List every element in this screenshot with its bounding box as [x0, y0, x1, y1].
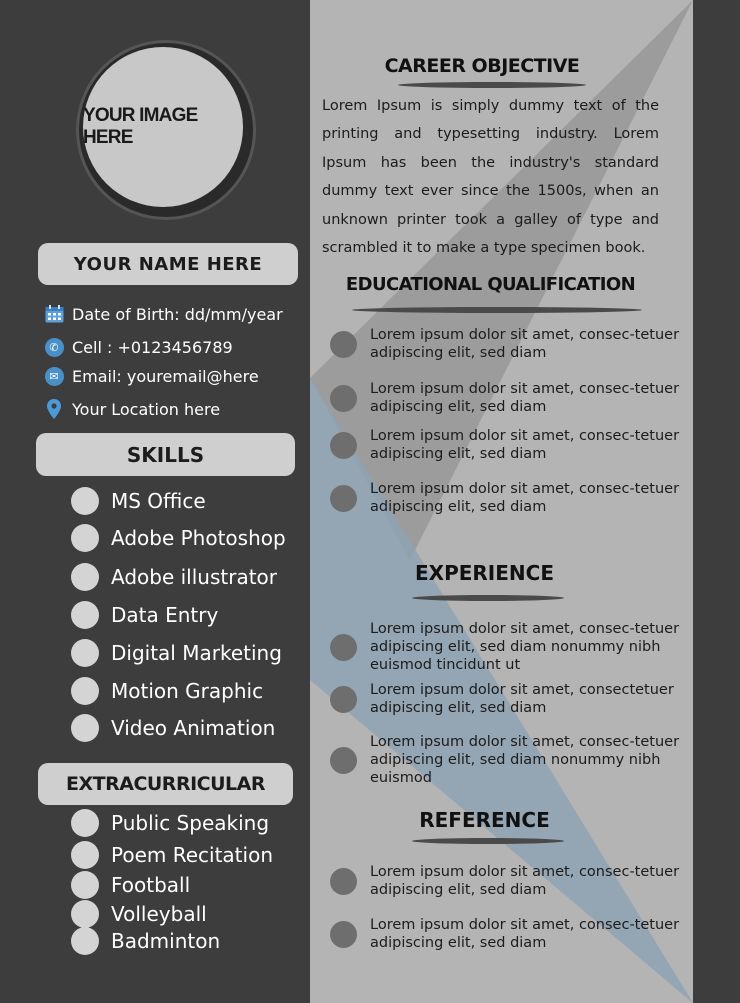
extracurricular-banner	[38, 763, 293, 805]
skill-label: Adobe illustrator	[111, 565, 278, 589]
career-objective-text: Lorem Ipsum is simply dummy text of the printing and typesetting industry. Lorem Ipsum has been the industry's standard dummy text ever since the 1500s, when an unknown printer took a galley of type and scrambled it to make a type specimen book.	[322, 98, 659, 257]
email-text: Email: youremail@here	[72, 366, 259, 386]
education-text: Lorem ipsum dolor sit amet, consec-tetuer adipiscing elit, sed diam	[370, 327, 680, 361]
experience-text: Lorem ipsum dolor sit amet, consec-tetuer adipiscing elit, sed diam nonummy nibh euismod tincidunt ut	[370, 621, 680, 673]
bullet-dot	[71, 601, 99, 629]
location-text: Your Location here	[72, 399, 221, 419]
education-text: Lorem ipsum dolor sit amet, consec-tetuer adipiscing elit, sed diam	[370, 428, 680, 462]
bullet-dot	[71, 900, 99, 928]
extracurricular-item	[71, 841, 273, 869]
education-item	[330, 326, 690, 362]
location-pin-icon	[44, 399, 64, 419]
phone-text: Cell : +0123456789	[72, 337, 233, 357]
education-item	[330, 480, 690, 516]
bullet-dot	[71, 487, 99, 515]
education-text: Lorem ipsum dolor sit amet, consec-tetuer adipiscing elit, sed diam	[370, 481, 680, 515]
bullet-dot	[330, 432, 357, 459]
heading-underline	[412, 838, 564, 844]
reference-text: Lorem ipsum dolor sit amet, consec-tetuer adipiscing elit, sed diam	[370, 917, 680, 951]
skill-item	[71, 487, 206, 515]
name-text: YOUR NAME HERE	[73, 253, 263, 275]
reference-heading: REFERENCE	[419, 808, 550, 832]
extracurricular-title: EXTRACURRICULAR	[66, 773, 265, 795]
bullet-dot	[330, 485, 357, 512]
extracurricular-label: Football	[111, 873, 191, 897]
skills-banner	[36, 433, 295, 476]
bullet-dot	[330, 868, 357, 895]
bullet-dot	[71, 524, 99, 552]
education-text: Lorem ipsum dolor sit amet, consec-tetuer adipiscing elit, sed diam	[370, 381, 680, 415]
bullet-dot	[71, 841, 99, 869]
education-heading: EDUCATIONAL QUALIFICATION	[345, 274, 636, 295]
bullet-dot	[330, 747, 357, 774]
skill-item	[71, 714, 275, 742]
reference-item	[330, 916, 690, 952]
education-item	[330, 427, 690, 463]
bullet-dot	[71, 677, 99, 705]
bullet-dot	[330, 385, 357, 412]
skill-label: Digital Marketing	[111, 641, 282, 665]
skill-item	[71, 563, 277, 591]
bullet-dot	[71, 714, 99, 742]
bullet-dot	[71, 871, 99, 899]
skill-item	[71, 601, 218, 629]
skill-item	[71, 639, 282, 667]
photo-placeholder[interactable]	[83, 47, 243, 207]
experience-text: Lorem ipsum dolor sit amet, consectetuer adipiscing elit, sed diam	[370, 682, 674, 716]
contact-phone	[44, 337, 233, 357]
skill-label: MS Office	[111, 489, 206, 513]
dob-text: Date of Birth: dd/mm/year	[72, 304, 283, 324]
extracurricular-label: Volleyball	[111, 902, 207, 926]
bullet-dot	[71, 639, 99, 667]
extracurricular-item	[71, 900, 207, 928]
career-objective-heading: CAREER OBJECTIVE	[384, 55, 580, 77]
experience-text: Lorem ipsum dolor sit amet, consec-tetuer adipiscing elit, sed diam nonummy nibh euismod	[370, 734, 680, 786]
extracurricular-item	[71, 809, 269, 837]
experience-heading: EXPERIENCE	[415, 561, 554, 585]
calendar-icon	[44, 304, 64, 324]
contact-email	[44, 366, 259, 386]
phone-icon: ✆	[44, 337, 64, 357]
reference-item	[330, 863, 690, 899]
bullet-dot	[71, 563, 99, 591]
heading-underline	[352, 307, 642, 313]
skills-title: SKILLS	[126, 442, 205, 467]
contact-location	[44, 399, 220, 419]
skill-label: Motion Graphic	[111, 679, 264, 703]
photo-placeholder-label: YOUR IMAGE HERE	[83, 105, 198, 148]
extracurricular-item	[71, 927, 220, 955]
education-item	[330, 380, 690, 416]
bullet-dot	[330, 686, 357, 713]
email-icon: ✉	[44, 366, 64, 386]
experience-item	[330, 733, 690, 787]
experience-item	[330, 620, 690, 674]
heading-underline	[412, 595, 564, 601]
bullet-dot	[330, 921, 357, 948]
skill-item	[71, 524, 286, 552]
experience-item	[330, 681, 690, 717]
name-banner	[38, 243, 298, 285]
skill-label: Data Entry	[111, 603, 219, 627]
right-strip	[693, 0, 740, 1003]
extracurricular-label: Badminton	[111, 929, 221, 953]
bullet-dot	[330, 634, 357, 661]
skill-label: Adobe Photoshop	[111, 526, 286, 550]
heading-underline	[398, 82, 586, 88]
bullet-dot	[330, 331, 357, 358]
contact-dob	[44, 304, 283, 324]
extracurricular-item	[71, 871, 190, 899]
bullet-dot	[71, 809, 99, 837]
bullet-dot	[71, 927, 99, 955]
skill-label: Video Animation	[111, 716, 276, 740]
reference-text: Lorem ipsum dolor sit amet, consec-tetuer adipiscing elit, sed diam	[370, 864, 680, 898]
skill-item	[71, 677, 263, 705]
extracurricular-label: Poem Recitation	[111, 843, 273, 867]
extracurricular-label: Public Speaking	[111, 811, 270, 835]
